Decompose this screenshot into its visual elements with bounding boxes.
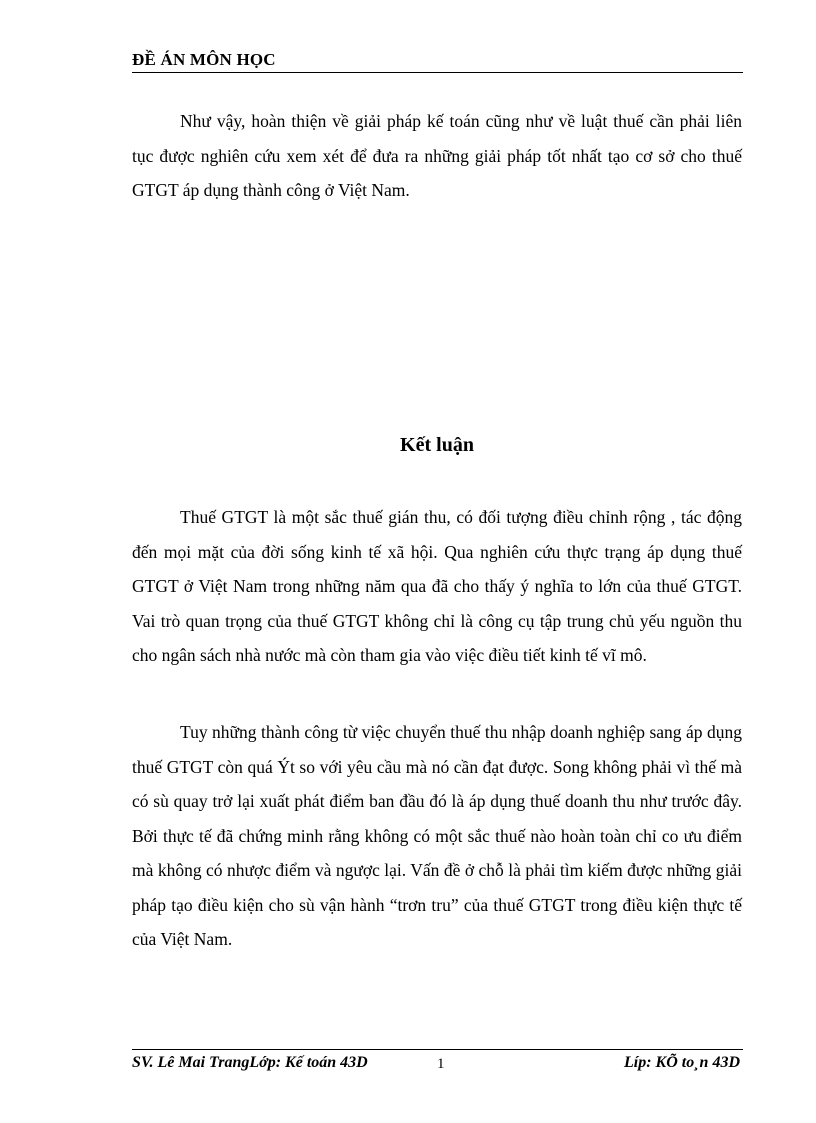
intro-paragraph: Như vậy, hoàn thiện về giải pháp kế toán cũng như về luật thuế cần phải liên tục được nghiên cứu xem xét để đưa ra những giải pháp tốt nhất tạo cơ sở cho thuế GTGT áp dụng thành công ở Việt Nam. xyxy=(132,111,742,200)
header-divider xyxy=(132,72,743,73)
conclusion-paragraph-2: Tuy những thành công từ việc chuyển thuế thu nhập doanh nghiệp sang áp dụng thuế GTGT còn quá Ýt so với yêu cầu mà nó cần đạt được. Song không phải vì thế mà có sù quay trở lại xuất phát điểm ban đầu đó là áp dụng thuế doanh thu như trước đây. Bởi thực tế đã chứng minh rằng không có một sắc thuế nào hoàn toàn chỉ co ưu điểm mà không có nhược điểm và ngược lại. Vấn đề ở chỗ là phải tìm kiếm được những giải pháp tạo điều kiện cho sù vận hành “trơn tru” của thuế GTGT trong điều kiện thực tế của Việt Nam. xyxy=(132,722,742,949)
section-heading-conclusion: Kết luận xyxy=(400,434,474,456)
footer-student-info: SV. Lê Mai TrangLớp: Kế toán 43D xyxy=(132,1054,368,1071)
page-number: 1 xyxy=(437,1056,445,1072)
conclusion-paragraph-1: Thuế GTGT là một sắc thuế gián thu, có đối tượng điều chỉnh rộng , tác động đến mọi mặt của đời sống kinh tế xã hội. Qua nghiên cứu thực trạng áp dụng thuế GTGT ở Việt Nam trong những năm qua đã cho thấy ý nghĩa to lớn của thuế GTGT. Vai trò quan trọng của thuế GTGT không chỉ là công cụ tập trung chủ yếu nguồn thu cho ngân sách nhà nước mà còn tham gia vào việc điều tiết kinh tế vĩ mô. xyxy=(132,507,742,665)
footer-class-label: Líp: KÕ to¸n 43D xyxy=(624,1054,740,1071)
footer-divider xyxy=(132,1049,743,1050)
document-header-title: ĐỀ ÁN MÔN HỌC xyxy=(132,50,276,69)
